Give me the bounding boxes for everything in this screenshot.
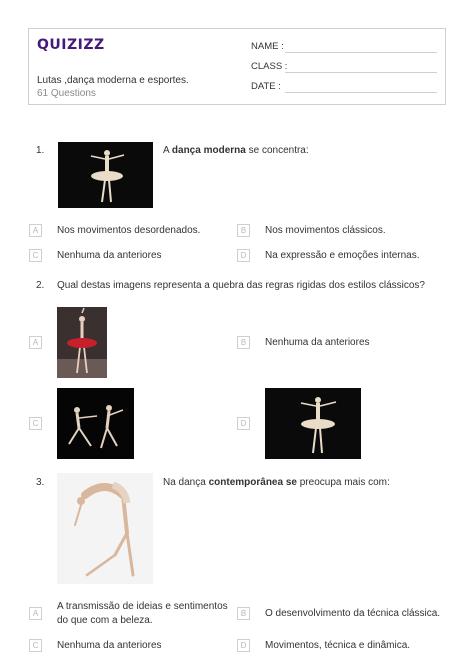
worksheet-title: Lutas ,dança moderna e esportes. [37,75,189,86]
option-a-box[interactable]: A [29,607,42,620]
option-c-box[interactable]: C [29,249,42,262]
contemporary-dancer-image [57,473,153,584]
question-number: 2. [36,280,45,291]
question-number: 3. [36,477,45,488]
option-d-text: Na expressão e emoções internas. [265,250,420,261]
option-a-box[interactable]: A [29,336,42,349]
question-text: A dança moderna se concentra: [163,145,309,156]
option-a-text: A transmissão de ideias e sentimentos [57,601,228,612]
question-text: Na dança contemporânea se preocupa mais com: [163,477,390,488]
question-count: 61 Questions [37,88,96,99]
option-c-text: Nenhuma da anteriores [57,250,162,261]
option-b-box[interactable]: B [237,224,250,237]
question-number: 1. [36,145,45,156]
red-tutu-dancer-image [57,307,107,378]
option-d-box[interactable]: D [237,249,250,262]
worksheet-header [28,28,446,105]
option-a-text: Nos movimentos desordenados. [57,225,201,236]
option-b-box[interactable]: B [237,607,250,620]
option-d-box[interactable]: D [237,639,250,652]
class-field[interactable] [285,72,437,73]
option-b-text: O desenvolvimento da técnica clássica. [265,608,441,619]
class-label: CLASS : [251,61,288,72]
option-b-text: Nenhuma da anteriores [265,337,370,348]
option-c-text: Nenhuma da anteriores [57,640,162,651]
option-c-box[interactable]: C [29,639,42,652]
option-b-text: Nos movimentos clássicos. [265,225,386,236]
date-label: DATE : [251,81,281,92]
option-a-box[interactable]: A [29,224,42,237]
name-field[interactable] [285,52,437,53]
name-label: NAME : [251,41,284,52]
option-b-box[interactable]: B [237,336,250,349]
quizizz-logo: QUIZIZZ [37,37,105,53]
date-field[interactable] [285,92,437,93]
ballerina-image [58,142,153,208]
duo-dancers-image [57,388,134,459]
question-text: Qual destas imagens representa a quebra das regras rigidas dos estilos clássicos? [57,280,425,291]
option-c-box[interactable]: C [29,417,42,430]
option-d-text: Movimentos, técnica e dinâmica. [265,640,411,651]
option-d-box[interactable]: D [237,417,250,430]
option-a-text-line2: do que com a beleza. [57,615,153,626]
ballerina-image [265,388,361,459]
